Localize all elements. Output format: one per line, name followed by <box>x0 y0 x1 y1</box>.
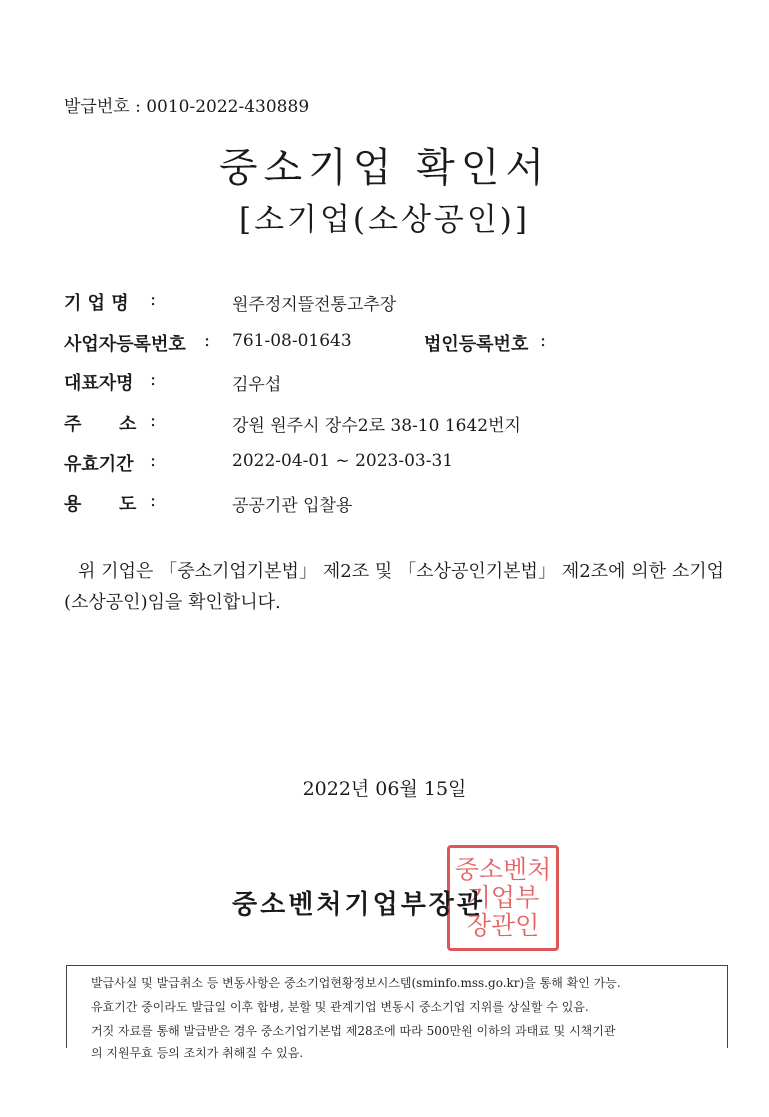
issuer-name: 중소벤처기업부장관 <box>232 890 486 920</box>
seal-line-1: 중소벤처 <box>454 855 552 884</box>
document-subtitle: [소기업(소상공인)] <box>239 202 530 238</box>
business-reg-no-label: 사업자등록번호 <box>64 334 186 355</box>
address-colon: : <box>150 410 157 431</box>
confirmation-statement: 위 기업은 「중소기업기본법」 제2조 및 「소상공인기본법」 제2조에 의한 소기업(소상공인)임을 확인합니다. <box>64 561 724 613</box>
seal-line-3: 장관인 <box>466 911 540 940</box>
valid-period-label: 유효기간 <box>64 454 134 475</box>
issue-number: 발급번호 : 0010-2022-430889 <box>64 97 310 117</box>
representative-value: 김우섭 <box>232 375 282 395</box>
company-name-label: 기 업 명 <box>64 293 129 314</box>
company-name-colon: : <box>150 289 157 310</box>
corporate-reg-no-label: 법인등록번호 <box>424 334 529 355</box>
address-value: 강원 원주시 장수2로 38-10 1642번지 <box>232 416 521 436</box>
seal-line-2: 기업부 <box>466 883 540 912</box>
business-reg-no-value: 761-08-01643 <box>232 331 352 351</box>
representative-colon: : <box>150 369 157 390</box>
notice-line-2: 유효기간 중이라도 발급일 이후 합병, 분할 및 관계기업 변동시 중소기업 지위를 상실할 수 있음. <box>91 1000 589 1014</box>
valid-period-value: 2022-04-01 ~ 2023-03-31 <box>232 451 454 471</box>
address-label: 주 소 <box>64 414 137 435</box>
purpose-colon: : <box>150 490 157 511</box>
issue-date: 2022년 06월 15일 <box>302 778 467 800</box>
purpose-label: 용 도 <box>64 494 137 515</box>
notice-line-1: 발급사실 및 발급취소 등 변동사항은 중소기업현황정보시스템(sminfo.mss.go.kr)을 통해 확인 가능. <box>91 976 621 990</box>
business-reg-no-colon: : <box>204 330 211 351</box>
corporate-reg-no-colon: : <box>540 330 547 351</box>
notice-line-4: 의 지원무효 등의 조치가 취해질 수 있음. <box>91 1046 304 1060</box>
valid-period-colon: : <box>150 450 157 471</box>
document-title: 중소기업 확인서 <box>218 145 551 191</box>
company-name-value: 원주정지뜰전통고추장 <box>232 295 397 315</box>
notice-box <box>66 965 728 1060</box>
notice-line-3: 거짓 자료를 통해 발급받은 경우 중소기업기본법 제28조에 따라 500만원 이하의 과태료 및 시책기관 <box>91 1024 616 1038</box>
representative-label: 대표자명 <box>64 373 134 394</box>
purpose-value: 공공기관 입찰용 <box>232 496 353 516</box>
